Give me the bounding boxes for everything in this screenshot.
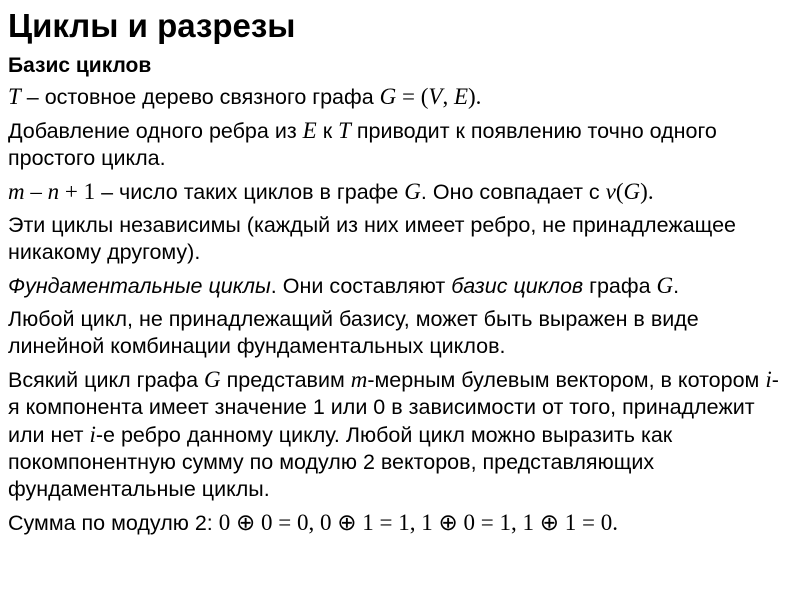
math-G: G [623,179,641,204]
text-segment: -я компонента имеет значение 1 или 0 в зависимости от того, принадлежит или нет [8,368,779,447]
math-m: m [350,367,368,392]
text-segment: -мерным булевым вектором, в котором [367,368,766,392]
text-segment: . Они составляют [270,274,452,298]
math-paren-open: ( [615,179,624,204]
paragraph-linear-combination: Любой цикл, не принадлежащий базису, может быть выражен в виде линейной комбинации фундаментальных циклов. [8,307,699,358]
math-G: G [656,273,674,298]
text-segment: графа [583,274,657,298]
math-period: . [612,510,618,535]
math-paren-close: ). [640,179,654,204]
math-eq-open: = ( [396,84,429,109]
term-fundamental-cycles: Фундаментальные циклы [8,274,271,298]
math-m: m [8,179,25,204]
text-segment: представим [220,368,351,392]
text-segment: Добавление одного ребра из [8,119,303,143]
math-i: i [765,367,772,392]
paragraph-fundamental [8,272,790,300]
paragraph-independence: Эти циклы независимы (каждый из них имеет ребро, не принадлежащее никакому другому). [8,213,737,264]
paragraph-add-edge [8,117,790,172]
text-segment: . Оно совпадает с [420,180,606,204]
math-T: T [338,118,351,143]
text-segment: к [316,119,339,143]
math-E: E [453,84,469,109]
text-segment: -е ребро данному циклу. Любой цикл можно выразить как покомпонентную сумму по модулю 2 векторов, представляющих фундаментальные циклы. [8,423,673,501]
text-segment: – число таких циклов в графе [95,180,405,204]
math-plus-one: + 1 [59,179,96,204]
math-comma: , [442,84,454,109]
math-minus: – [24,179,48,204]
text-segment: приводит к появлению точно одного простого цикла. [8,119,717,170]
math-V: V [428,84,443,109]
text-segment: Сумма по модулю 2: [8,511,219,535]
text-segment: – остовное дерево связного графа [20,85,380,109]
paragraph-mod2-sum [8,509,790,537]
math-E: E [302,118,317,143]
math-T: T [8,84,21,109]
paragraph-spanning-tree [8,83,790,111]
math-G: G [379,84,397,109]
slide-title: Циклы и разрезы [8,7,296,44]
math-close: ). [468,84,482,109]
term-cycle-basis: базис циклов [451,274,584,298]
math-i: i [89,422,96,447]
math-xor-formula: 0 ⊕ 0 = 0, 0 ⊕ 1 = 1, 1 ⊕ 0 = 1, 1 ⊕ 1 = 0 [218,510,613,535]
text-segment: . [673,274,680,298]
section-subtitle: Базис циклов [8,54,152,77]
text-segment: Всякий цикл графа [8,368,204,392]
math-G: G [404,179,421,204]
paragraph-cycle-count [8,178,790,206]
math-G: G [204,367,221,392]
paragraph-boolean-vector [8,366,790,503]
math-n: n [47,179,60,204]
math-nu: ν [605,179,616,204]
